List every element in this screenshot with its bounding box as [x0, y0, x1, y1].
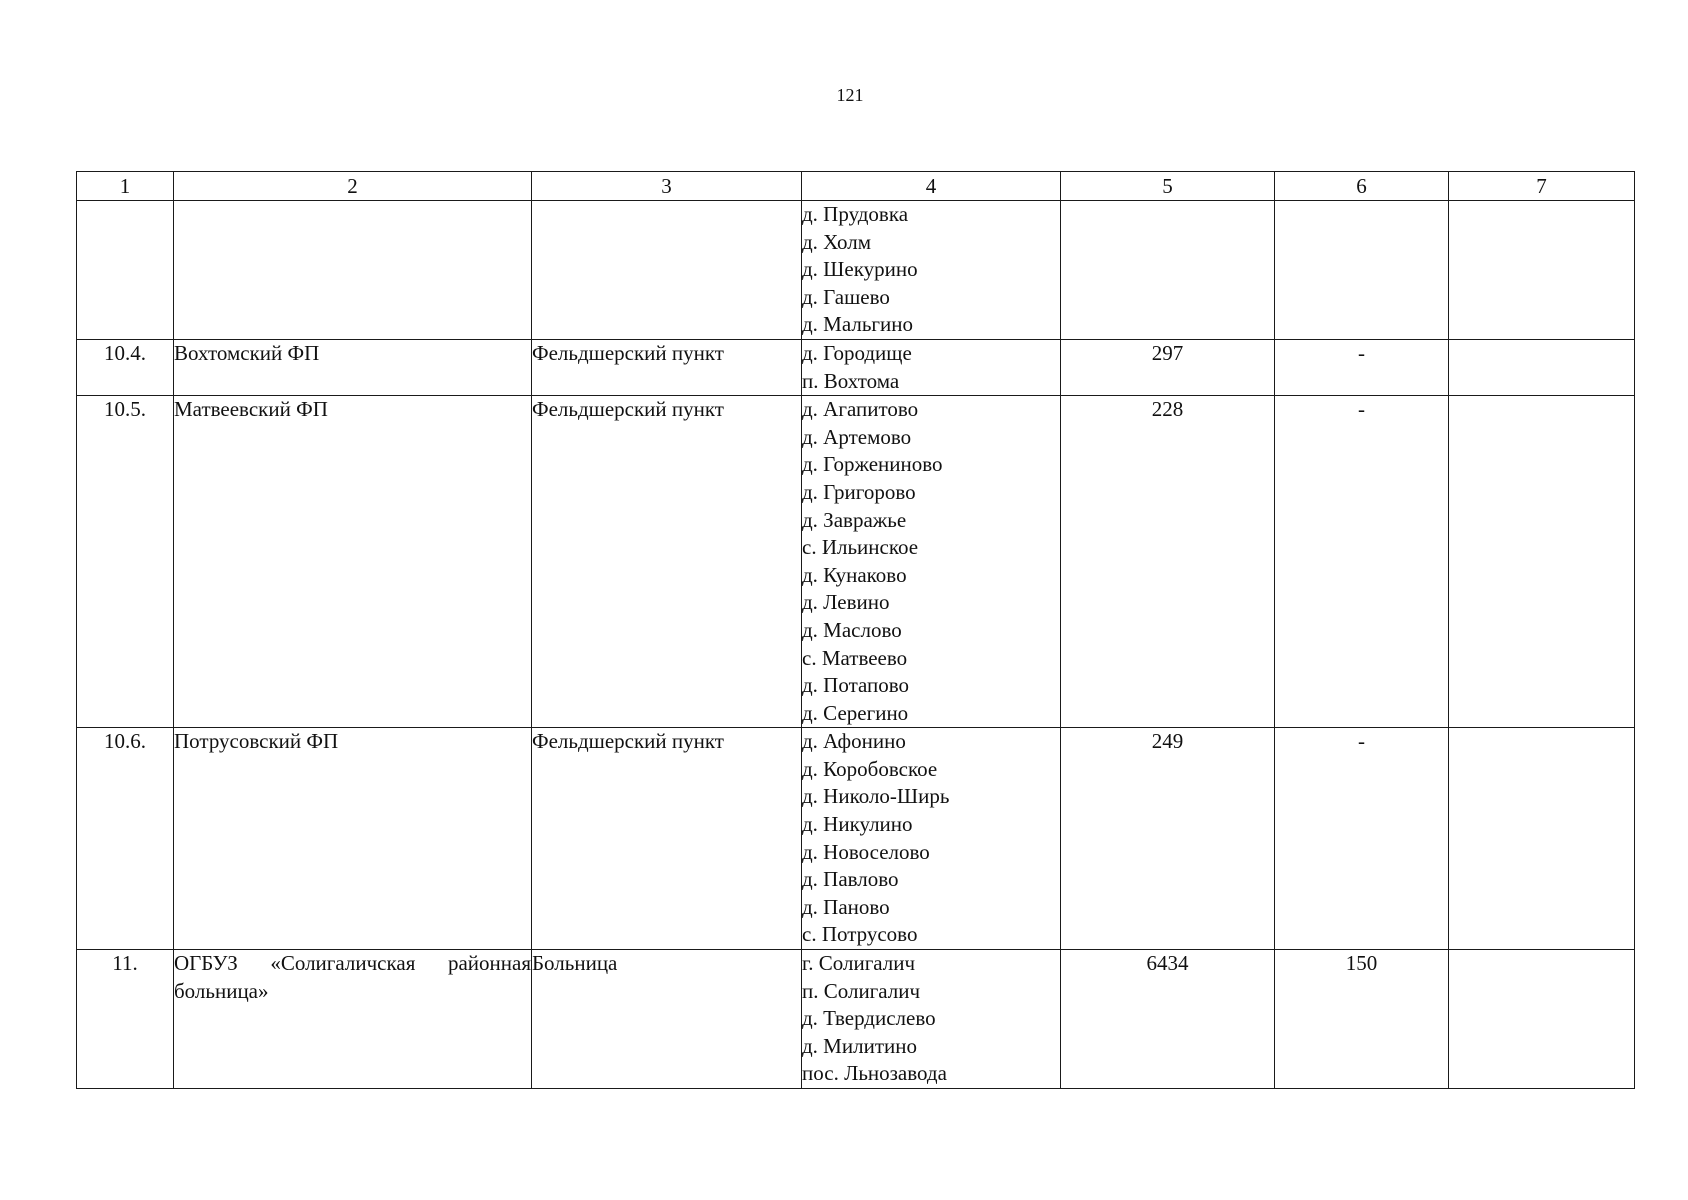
- row-number: 10.5.: [77, 396, 174, 728]
- settlements-list: [802, 339, 1061, 395]
- settlements-list: [802, 396, 1061, 728]
- column-6-value: -: [1275, 728, 1449, 950]
- settlement: с. Потрусово: [802, 922, 918, 947]
- settlement: п. Вохтома: [802, 368, 900, 393]
- settlement: д. Гашево: [802, 284, 890, 309]
- column-5-value: 6434: [1061, 950, 1275, 1089]
- table-row: [77, 201, 1635, 340]
- column-header-1: 1: [77, 172, 174, 201]
- table-row: [77, 950, 1635, 1089]
- column-header-7: 7: [1449, 172, 1635, 201]
- column-7-value: [1449, 339, 1635, 395]
- header-row: [77, 172, 1635, 201]
- table-row: [77, 339, 1635, 395]
- facility-name: [174, 201, 532, 340]
- settlement: д. Холм: [802, 229, 872, 254]
- page-number: 121: [836, 85, 864, 105]
- settlement: д. Григорово: [802, 479, 916, 504]
- settlement: д. Артемово: [802, 424, 912, 449]
- settlement: д. Кунаково: [802, 562, 907, 587]
- settlement: с. Матвеево: [802, 645, 908, 670]
- settlement: с. Ильинское: [802, 535, 919, 560]
- column-header-2: 2: [174, 172, 532, 201]
- settlement: д. Милитино: [802, 1033, 917, 1058]
- settlement: д. Серегино: [802, 700, 909, 725]
- settlements-list: [802, 728, 1061, 950]
- data-table: [76, 171, 1635, 1089]
- facility-type: Больница: [532, 950, 802, 1089]
- settlement: д. Твердислево: [802, 1006, 936, 1031]
- settlement: д. Паново: [802, 894, 890, 919]
- column-5-value: 249: [1061, 728, 1275, 950]
- column-5-value: 228: [1061, 396, 1275, 728]
- settlement: д. Городище: [802, 340, 912, 365]
- table-row: [77, 728, 1635, 950]
- facility-type: Фельдшерский пункт: [532, 396, 802, 728]
- settlements-list: [802, 950, 1061, 1089]
- column-6-value: 150: [1275, 950, 1449, 1089]
- column-5-value: 297: [1061, 339, 1275, 395]
- column-7-value: [1449, 950, 1635, 1089]
- column-7-value: [1449, 396, 1635, 728]
- settlement: д. Агапитово: [802, 397, 919, 422]
- settlement: пос. Льнозавода: [802, 1061, 947, 1086]
- facility-name: Вохтомский ФП: [174, 339, 532, 395]
- settlement: д. Афонино: [802, 729, 906, 754]
- column-7-value: [1449, 728, 1635, 950]
- column-header-6: 6: [1275, 172, 1449, 201]
- settlement: д. Горженинoво: [802, 452, 943, 477]
- settlement: д. Прудовка: [802, 202, 909, 226]
- settlement: п. Солигалич: [802, 978, 921, 1003]
- settlement: д. Левино: [802, 590, 890, 615]
- column-5-value: [1061, 201, 1275, 340]
- settlement: д. Новоселово: [802, 839, 930, 864]
- column-6-value: -: [1275, 396, 1449, 728]
- settlement: д. Коробовское: [802, 756, 938, 781]
- facility-type: Фельдшерский пункт: [532, 339, 802, 395]
- settlement: д. Николо-Ширь: [802, 784, 950, 809]
- column-header-3: 3: [532, 172, 802, 201]
- settlement: д. Маслово: [802, 617, 902, 642]
- row-number: 11.: [77, 950, 174, 1089]
- facility-name: Матвеевский ФП: [174, 396, 532, 728]
- row-number: [77, 201, 174, 340]
- column-header-4: 4: [802, 172, 1061, 201]
- facility-name: Потрусовский ФП: [174, 728, 532, 950]
- settlement: д. Мальгино: [802, 312, 914, 337]
- facility-type: Фельдшерский пункт: [532, 728, 802, 950]
- settlement: д. Павлово: [802, 867, 899, 892]
- column-6-value: [1275, 201, 1449, 340]
- row-number: 10.4.: [77, 339, 174, 395]
- settlement: д. Шекурино: [802, 257, 918, 282]
- row-number: 10.6.: [77, 728, 174, 950]
- settlements-list: [802, 201, 1061, 340]
- column-6-value: -: [1275, 339, 1449, 395]
- column-7-value: [1449, 201, 1635, 340]
- facility-name: ОГБУЗ «Солигаличская районная больница»: [174, 950, 532, 1089]
- table-row: [77, 396, 1635, 728]
- settlement: д. Никулино: [802, 812, 913, 837]
- facility-type: [532, 201, 802, 340]
- column-header-5: 5: [1061, 172, 1275, 201]
- settlement: д. Завражье: [802, 507, 907, 532]
- settlement: г. Солигалич: [802, 951, 916, 976]
- settlement: д. Потапово: [802, 673, 910, 698]
